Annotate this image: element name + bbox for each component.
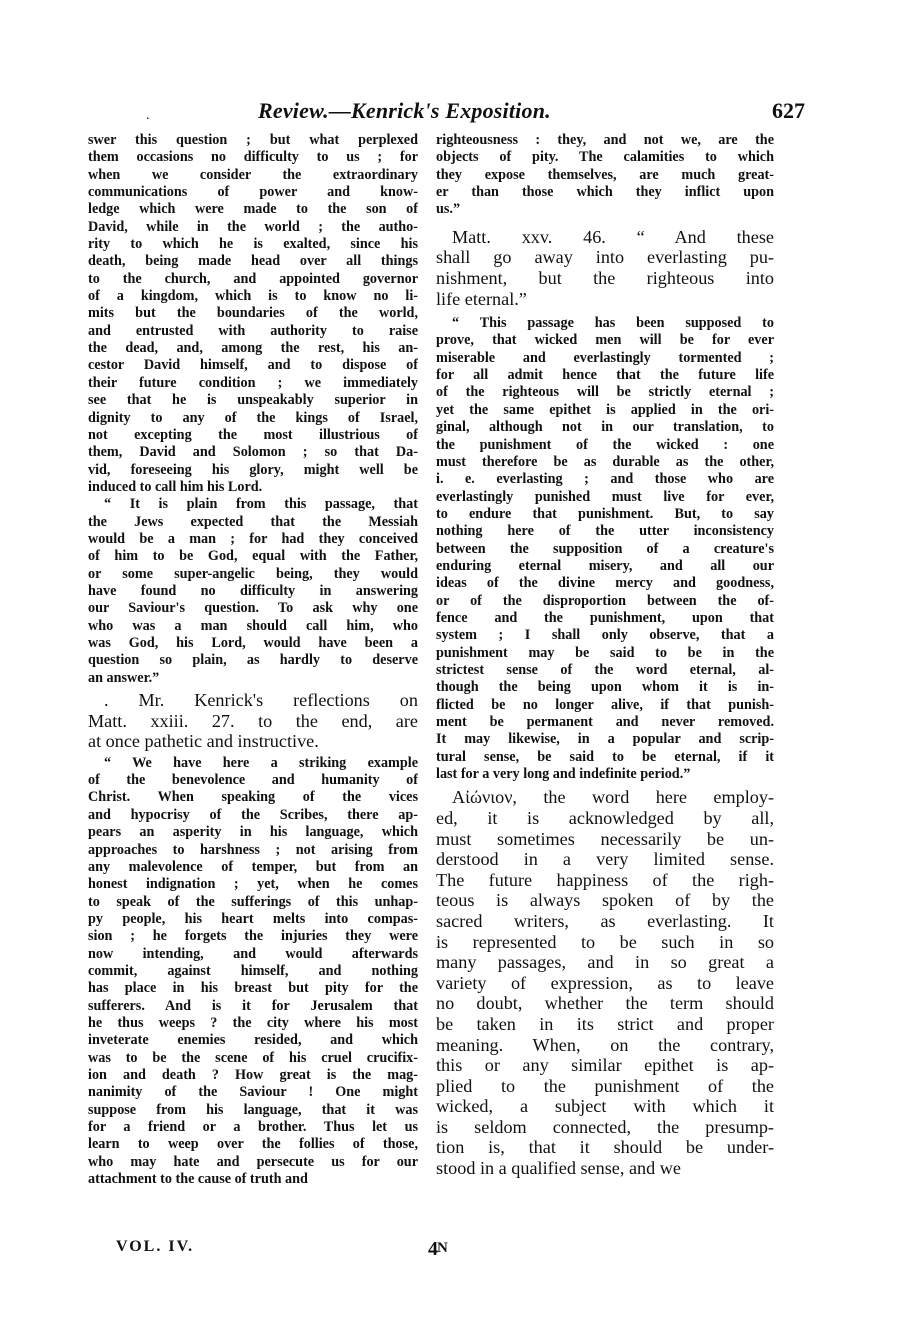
text-line: ment be permanent and never removed. — [436, 714, 774, 730]
text-line: . Mr. Kenrick's reflections on — [104, 690, 418, 710]
text-line: or some super-angelic being, they would — [88, 565, 418, 582]
text-line: they expose themselves, are much great- — [436, 166, 774, 183]
text-line: induced to call him his Lord. — [88, 478, 263, 495]
running-header — [140, 96, 805, 126]
text-line: ledge which were made to the son of — [88, 201, 418, 218]
text-line: this or any similar epithet is ap- — [436, 1055, 774, 1076]
text-line: er than those which they inflict upon — [436, 184, 774, 201]
text-line: rity to which he is exalted, since his — [88, 236, 418, 253]
text-line: suppose from his language, that it was — [88, 1101, 418, 1118]
volume-label: VOL. IV. — [116, 1238, 195, 1255]
text-line: would be a man ; for had they conceived — [88, 530, 418, 547]
text-line: flicted be no longer alive, if that punish- — [436, 696, 774, 713]
text-line: last for a very long and indefinite period.” — [436, 766, 691, 783]
text-line: variety of expression, as to leave — [436, 972, 774, 993]
text-line: dignity to any of the kings of Israel, — [88, 409, 418, 426]
text-line: tion is, that it should be under- — [436, 1137, 774, 1158]
text-line: to the church, and appointed governor — [88, 270, 418, 287]
text-line: commit, against himself, and nothing — [88, 962, 418, 979]
text-line: no doubt, whether the term should — [436, 993, 774, 1014]
text-line: was God, his Lord, would have been a — [88, 634, 418, 651]
running-title: Review.—Kenrick's Exposition. — [258, 98, 551, 123]
signature-letter: N — [437, 1240, 448, 1256]
paragraph-quote-benevolence — [88, 755, 418, 1189]
text-line: or of the disproportion between the of- — [436, 592, 774, 609]
text-line: of him to be God, equal with the Father, — [88, 548, 418, 565]
paragraph-quote-passage — [436, 315, 774, 783]
paragraph-kenrick-reflections — [88, 690, 418, 752]
right-column — [436, 132, 774, 1179]
text-line: to speak of the sufferings of this unhap- — [88, 893, 418, 910]
text-line: system ; I shall only observe, that a — [436, 627, 774, 644]
text-line: the punishment of the wicked : one — [436, 436, 774, 453]
text-line: meaning. When, on the contrary, — [436, 1034, 774, 1055]
text-line: death, being made head over all things — [88, 253, 418, 270]
text-line: fence and the punishment, upon that — [436, 609, 774, 626]
text-line: David, while in the world ; the autho- — [88, 218, 418, 235]
text-line: everlastingly punished must live for ever, — [436, 488, 774, 505]
page-number: 627 — [772, 98, 805, 123]
paragraph-righteousness — [436, 132, 774, 219]
text-line: honest indignation ; yet, when he comes — [88, 876, 418, 893]
text-line: many passages, and in so great a — [436, 952, 774, 973]
text-line: must sometimes necessarily be un- — [436, 828, 774, 849]
paragraph-quote-jews — [88, 496, 418, 687]
text-line: pears an asperity in his language, which — [88, 824, 418, 841]
text-line: Christ. When speaking of the vices — [88, 789, 418, 806]
text-line: attachment to the cause of truth and — [88, 1171, 308, 1188]
text-line: stood in a qualified sense, and we — [436, 1158, 681, 1179]
text-line: the Jews expected that the Messiah — [88, 513, 418, 530]
text-line: shall go away into everlasting pu- — [436, 247, 774, 268]
text-line: is represented to be such in so — [436, 931, 774, 952]
text-line: approaches to harshness ; not arising from — [88, 841, 418, 858]
text-line: their future condition ; we immediately — [88, 374, 418, 391]
text-line: sacred writers, as everlasting. It — [436, 910, 774, 931]
text-line: nishment, but the righteous into — [436, 267, 774, 288]
text-line: sufferers. And is it for Jerusalem that — [88, 997, 418, 1014]
text-line: mits but the boundaries of the world, — [88, 305, 418, 322]
text-line: them occasions no difficulty to us ; for — [88, 149, 418, 166]
text-line: our Saviour's question. To ask why one — [88, 600, 418, 617]
text-line: ed, it is acknowledged by all, — [436, 807, 774, 828]
text-line: us.” — [436, 201, 461, 218]
text-line: teous is always spoken of by the — [436, 890, 774, 911]
text-line: ginal, although not in our translation, to — [436, 419, 774, 436]
text-line: who may hate and persecute us for our — [88, 1153, 418, 1170]
text-line: inveterate enemies resided, and which — [88, 1032, 418, 1049]
text-line: to endure that punishment. But, to say — [436, 505, 774, 522]
text-line: Matt. xxv. 46. “ And these — [452, 226, 774, 247]
text-line: question so plain, as hardly to deserve — [88, 652, 418, 669]
text-line: tural sense, be said to be eternal, if it — [436, 748, 774, 765]
text-line: ideas of the divine mercy and goodness, — [436, 575, 774, 592]
text-line: derstood in a very limited sense. — [436, 849, 774, 870]
text-line: and hypocrisy of the Scribes, there ap- — [88, 806, 418, 823]
text-line: be taken in its strict and proper — [436, 1013, 774, 1034]
text-line: enduring eternal misery, and all our — [436, 557, 774, 574]
text-line: ion and death ? How great is the mag- — [88, 1066, 418, 1083]
text-line: any malevolence of temper, but from an — [88, 858, 418, 875]
text-line: It may likewise, in a popular and scrip- — [436, 731, 774, 748]
text-line: “ It is plain from this passage, that — [104, 496, 418, 513]
paragraph-aionion — [436, 787, 774, 1178]
text-line: of the righteous will be strictly eternal ; — [436, 384, 774, 401]
text-line: was to be the scene of his cruel crucifix- — [88, 1049, 418, 1066]
text-line: and entrusted with authority to raise — [88, 322, 418, 339]
text-line: between the supposition of a creature's — [436, 540, 774, 557]
paragraph-matt-xxv-46 — [436, 227, 774, 309]
text-line: vid, foreseeing his glory, might well be — [88, 461, 418, 478]
text-line: not excepting the most illustrious of — [88, 426, 418, 443]
text-line: of a kingdom, which is to know no li- — [88, 288, 418, 305]
text-line: righteousness : they, and not we, are the — [436, 132, 774, 148]
text-line: is seldom connected, the presump- — [436, 1116, 774, 1137]
text-line: strictest sense of the word eternal, al- — [436, 661, 774, 678]
text-line: plied to the punishment of the — [436, 1075, 774, 1096]
signature-number: 4 — [428, 1238, 438, 1260]
text-line: at once pathetic and instructive. — [88, 731, 319, 752]
text-line: the dead, and, among the rest, his an- — [88, 340, 418, 357]
text-line: The future happiness of the righ- — [436, 869, 774, 890]
text-line: Matt. xxiii. 27. to the end, are — [88, 710, 418, 731]
text-line: sion ; he forgets the injuries they were — [88, 928, 418, 945]
text-line: “ We have here a striking example — [104, 754, 418, 771]
text-line: when we consider the extraordinary — [88, 166, 418, 183]
text-line: py people, his heart melts into compas- — [88, 910, 418, 927]
text-line: Αἰώνιον, the word here employ- — [452, 787, 774, 808]
left-column — [88, 132, 418, 1188]
text-line: punishment may be said to be in the — [436, 644, 774, 661]
text-line: prove, that wicked men will be for ever — [436, 332, 774, 349]
text-line: cestor David himself, and to dispose of — [88, 357, 418, 374]
text-line: who was a man should call him, who — [88, 617, 418, 634]
text-line: has place in his breast but pity for the — [88, 980, 418, 997]
text-line: nothing here of the utter inconsistency — [436, 523, 774, 540]
text-line: now intending, and would afterwards — [88, 945, 418, 962]
text-line: though the being upon whom it is in- — [436, 679, 774, 696]
text-line: swer this question ; but what perplexed — [88, 132, 418, 148]
text-line: of the benevolence and humanity of — [88, 772, 418, 789]
text-line: life eternal.” — [436, 288, 527, 309]
text-line: objects of pity. The calamities to which — [436, 149, 774, 166]
text-line: he thus weeps ? the city where his most — [88, 1014, 418, 1031]
text-line: must therefore be as durable as the other, — [436, 453, 774, 470]
text-line: wicked, a subject with which it — [436, 1096, 774, 1117]
text-line: for a friend or a brother. Thus let us — [88, 1119, 418, 1135]
text-line: miserable and everlastingly tormented ; — [436, 349, 774, 366]
text-line: them, David and Solomon ; so that Da- — [88, 444, 418, 461]
header-mark: . — [146, 108, 150, 123]
text-line: “ This passage has been supposed to — [452, 315, 774, 332]
text-line: communications of power and know- — [88, 184, 418, 201]
text-line: have found no difficulty in answering — [88, 582, 418, 599]
text-line: yet the same epithet is applied in the ori- — [436, 401, 774, 418]
paragraph-continuation — [88, 132, 418, 496]
text-line: an answer.” — [88, 669, 160, 686]
page-footer — [88, 1238, 438, 1262]
text-line: see that he is unspeakably superior in — [88, 392, 418, 409]
text-line: i. e. everlasting ; and those who are — [436, 471, 774, 488]
text-line: learn to weep over the follies of those, — [88, 1136, 418, 1153]
text-line: for all admit hence that the future life — [436, 367, 774, 384]
text-line: nanimity of the Saviour ! One might — [88, 1084, 418, 1101]
